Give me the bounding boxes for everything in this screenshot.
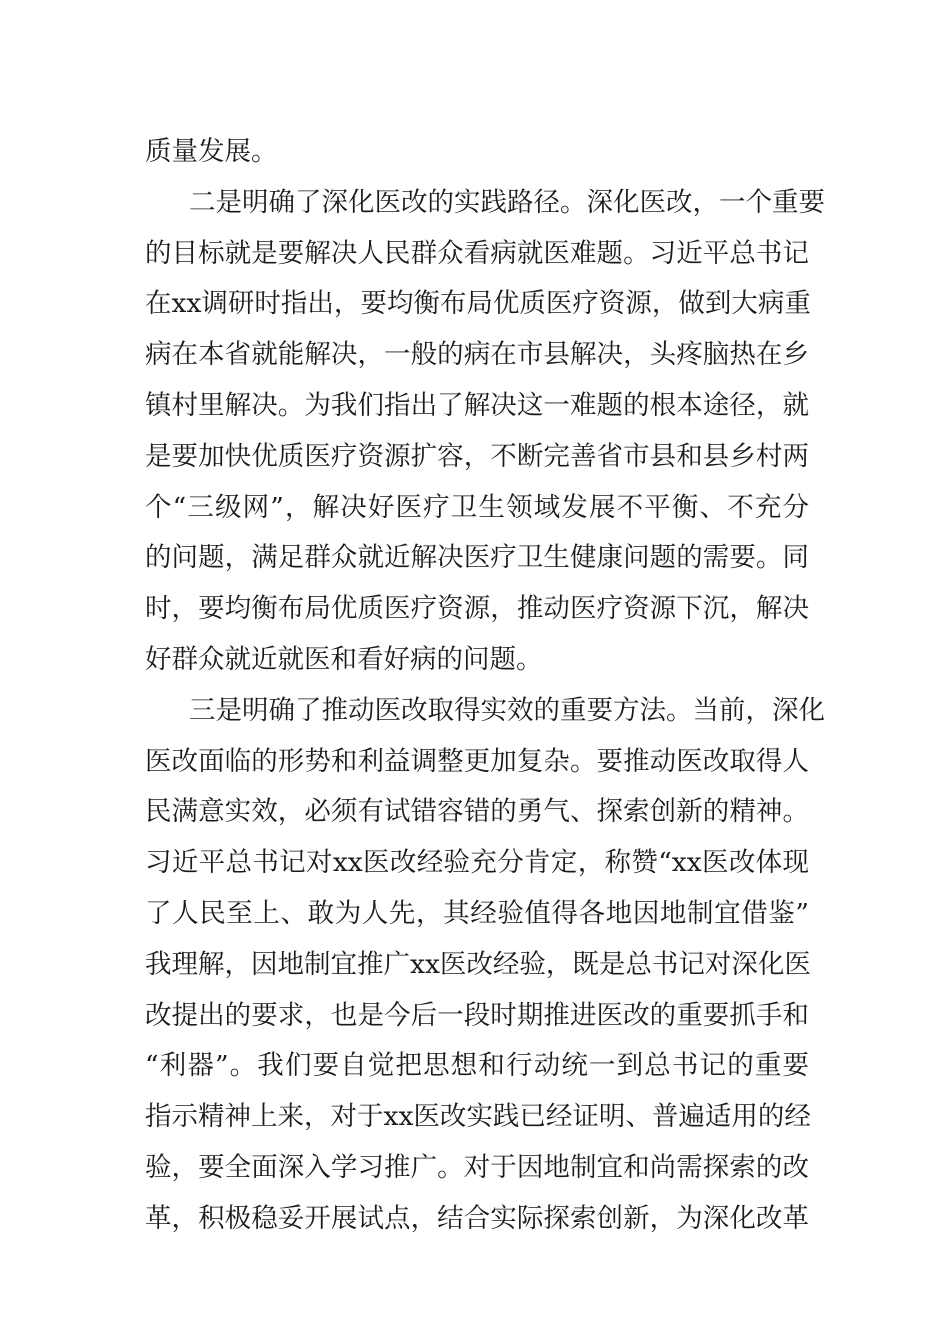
text-line: 改提出的要求，也是今后一段时期推进医改的重要抓手和	[145, 999, 809, 1031]
text-line: 时，要均衡布局优质医疗资源，推动医疗资源下沉，解决	[145, 593, 809, 625]
text-line: 个“三级网”，解决好医疗卫生领域发展不平衡、不充分	[145, 491, 809, 523]
text-line: 的目标就是要解决人民群众看病就医难题。习近平总书记	[145, 237, 809, 269]
text-line: 质量发展。	[145, 136, 278, 167]
text-line: 革，积极稳妥开展试点，结合实际探索创新，为深化改革	[145, 1202, 809, 1234]
text-line: 是要加快优质医疗资源扩容，不断完善省市县和县乡村两	[145, 440, 809, 472]
text-line: 镇村里解决。为我们指出了解决这一难题的根本途径，就	[145, 389, 809, 421]
text-line: 习近平总书记对xx医改经验充分肯定，称赞“xx医改体现	[145, 847, 809, 879]
text-line: 民满意实效，必须有试错容错的勇气、探索创新的精神。	[145, 796, 809, 828]
text-line: 验，要全面深入学习推广。对于因地制宜和尚需探索的改	[145, 1151, 809, 1183]
document-body	[145, 127, 825, 1245]
text-line: 的问题，满足群众就近解决医疗卫生健康问题的需要。同	[145, 542, 809, 574]
text-line: 我理解，因地制宜推广xx医改经验，既是总书记对深化医	[145, 948, 811, 980]
text-line: 了人民至上、敢为人先，其经验值得各地因地制宜借鉴”	[145, 897, 809, 929]
text-line: “利器”。我们要自觉把思想和行动统一到总书记的重要	[145, 1050, 809, 1082]
paragraph-first-line: 三是明确了推动医改取得实效的重要方法。当前，深化	[189, 694, 825, 726]
text-line: 好群众就近就医和看好病的问题。	[145, 643, 543, 675]
text-line: 在xx调研时指出，要均衡布局优质医疗资源，做到大病重	[145, 288, 811, 320]
paragraph-first-line: 二是明确了深化医改的实践路径。深化医改，一个重要	[189, 186, 825, 218]
text-line: 医改面临的形势和利益调整更加复杂。要推动医改取得人	[145, 745, 809, 777]
text-line: 指示精神上来，对于xx医改实践已经证明、普遍适用的经	[145, 1101, 811, 1133]
text-line: 病在本省就能解决，一般的病在市县解决，头疼脑热在乡	[145, 339, 809, 371]
